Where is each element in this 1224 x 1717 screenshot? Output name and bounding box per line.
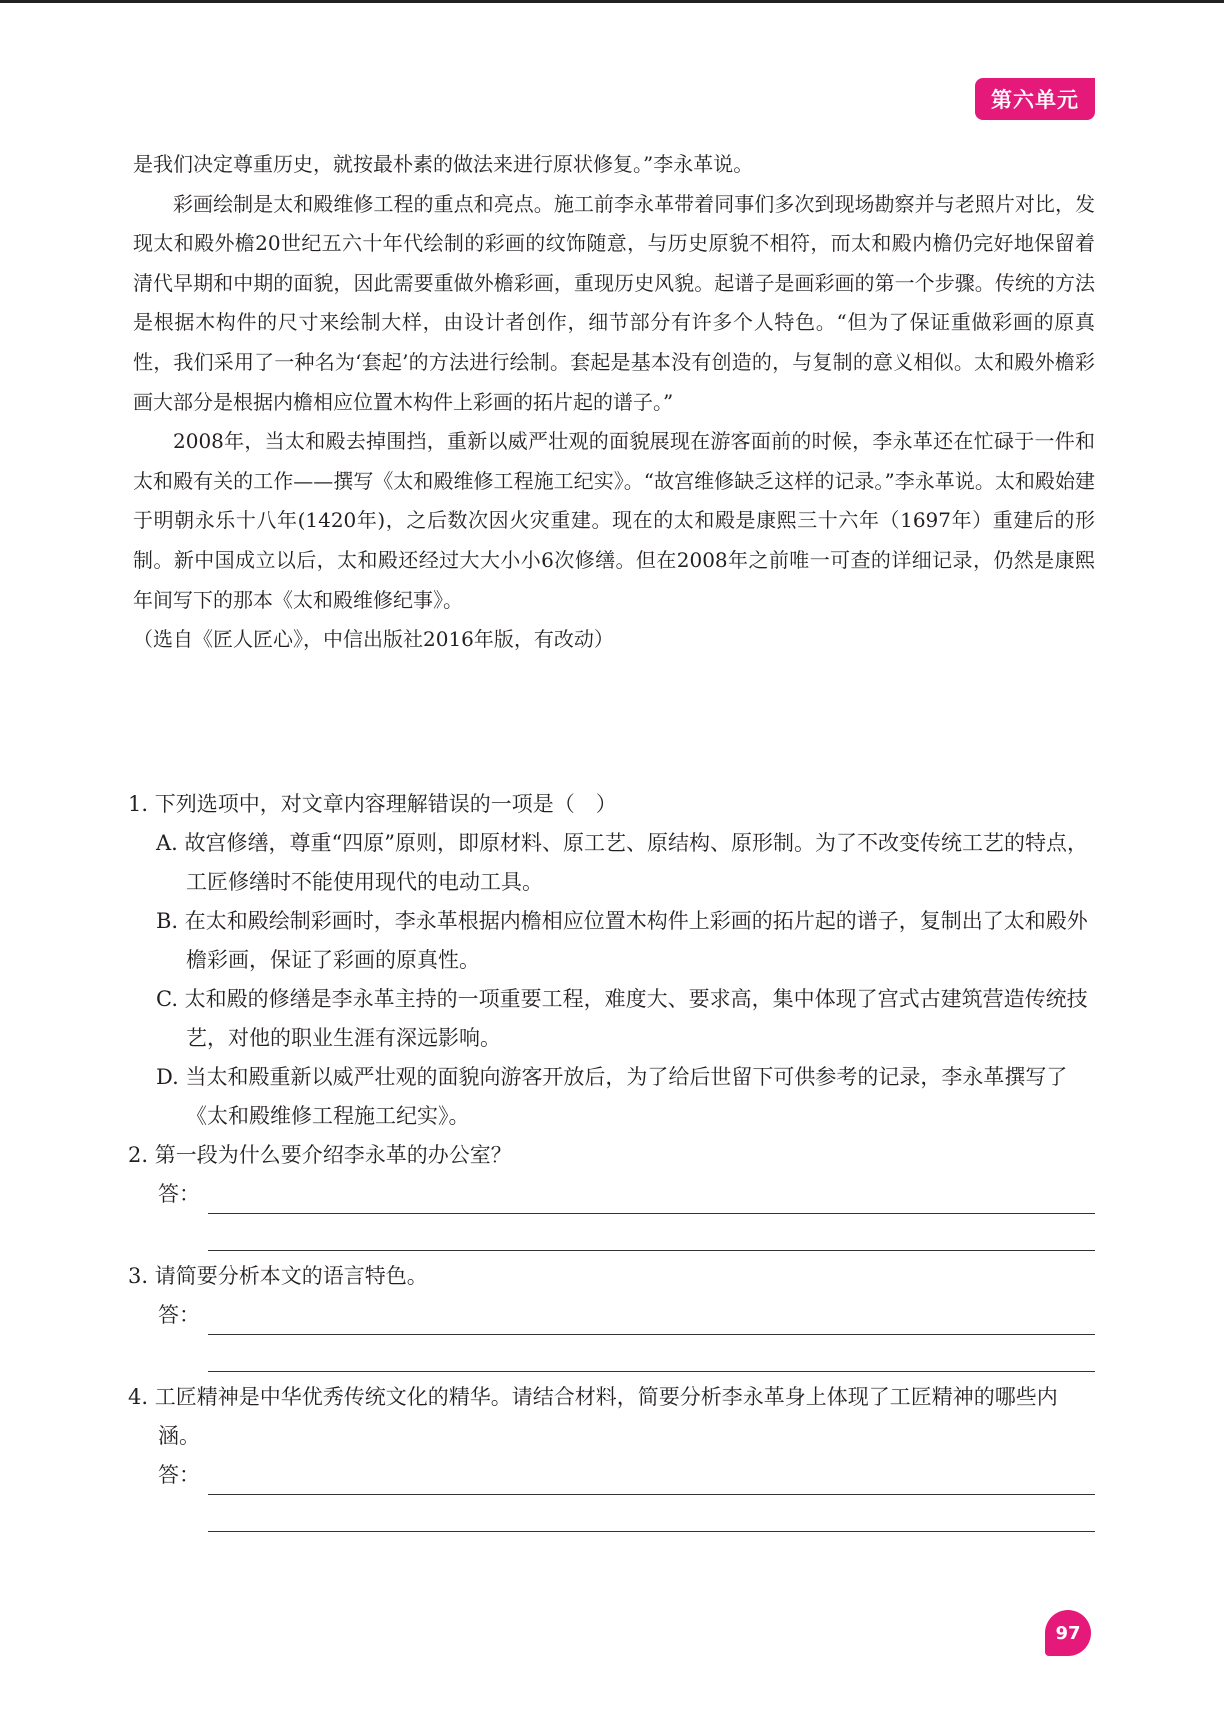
paragraph-3: 2008年，当太和殿去掉围挡，重新以威严壮观的面貌展现在游客面前的时候，李永革还在忙碌于一件和太和殿有关的工作——撰写《太和殿维修工程施工纪实》。“故宫维修缺乏这样的记录。”李永革说。太和殿始建于明朝永乐十八年(1420年)，之后数次因火灾重建。现在的太和殿是康熙三十六年（1697年）重建后的形制。新中国成立以后，太和殿还经过大大小小6次修缮。但在2008年之前唯一可查的详细记录，仍然是康熙年间写下的那本《太和殿维修纪事》。 [133,429,1095,612]
question-4-stem: 4. 工匠精神是中华优秀传统文化的精华。请结合材料，简要分析李永革身上体现了工匠精神的哪些内涵。 [128,1385,1058,1448]
page-number: 97 [1045,1610,1091,1656]
article-text [133,145,1095,660]
answer-label: 答： [158,1303,200,1327]
paragraph-2: 彩画绘制是太和殿维修工程的重点和亮点。施工前李永革带着同事们多次到现场勘察并与老照片对比，发现太和殿外檐20世纪五六十年代绘制的彩画的纹饰随意，与历史原貌不相符，而太和殿内檐仍完好地保留着清代早期和中期的面貌，因此需要重做外檐彩画，重现历史风貌。起谱子是画彩画的第一个步骤。传统的方法是根据木构件的尺寸来绘制大样，由设计者创作，细节部分有许多个人特色。“但为了保证重做彩画的原真性，我们采用了一种名为‘套起’的方法进行绘制。套起是基本没有创造的，与复制的意义相似。太和殿外檐彩画大部分是根据内檐相应位置木构件上彩画的拓片起的谱子。” [133,191,1095,414]
question-3-answer-row [158,1296,1095,1335]
question-2-stem: 2. 第一段为什么要介绍李永革的办公室？ [128,1143,512,1167]
paragraph-1: 是我们决定尊重历史，就按最朴素的做法来进行原状修复。”李永革说。 [133,152,754,176]
question-3-stem: 3. 请简要分析本文的语言特色。 [128,1264,428,1288]
answer-line[interactable] [208,1466,1095,1495]
source-citation: （选自《匠人匠心》，中信出版社2016年版，有改动） [133,627,614,652]
answer-line[interactable] [208,1495,1095,1532]
question-4-answer-row [158,1456,1095,1495]
question-1-option-d: D. 当太和殿重新以威严壮观的面貌向游客开放后，为了给后世留下可供参考的记录，李永革撰写了《太和殿维修工程施工纪实》。 [156,1065,1068,1128]
question-1-option-a: A. 故宫修缮，尊重“四原”原则，即原材料、原工艺、原结构、原形制。为了不改变传统工艺的特点，工匠修缮时不能使用现代的电动工具。 [156,831,1088,894]
top-rule [0,0,1224,3]
answer-label: 答： [158,1182,200,1206]
question-1-stem: 1. 下列选项中，对文章内容理解错误的一项是（ ） [128,792,617,816]
answer-label: 答： [158,1463,200,1487]
answer-line[interactable] [208,1335,1095,1372]
exercise-section [128,785,1095,1532]
question-1-option-c: C. 太和殿的修缮是李永革主持的一项重要工程，难度大、要求高，集中体现了宫式古建筑营造传统技艺，对他的职业生涯有深远影响。 [156,987,1088,1050]
question-2-answer-row [158,1175,1095,1214]
unit-tab: 第六单元 [975,78,1095,120]
answer-line[interactable] [208,1214,1095,1251]
answer-line[interactable] [208,1306,1095,1335]
question-1-option-b: B. 在太和殿绘制彩画时，李永革根据内檐相应位置木构件上彩画的拓片起的谱子，复制出了太和殿外檐彩画，保证了彩画的原真性。 [156,909,1088,972]
answer-line[interactable] [208,1185,1095,1214]
